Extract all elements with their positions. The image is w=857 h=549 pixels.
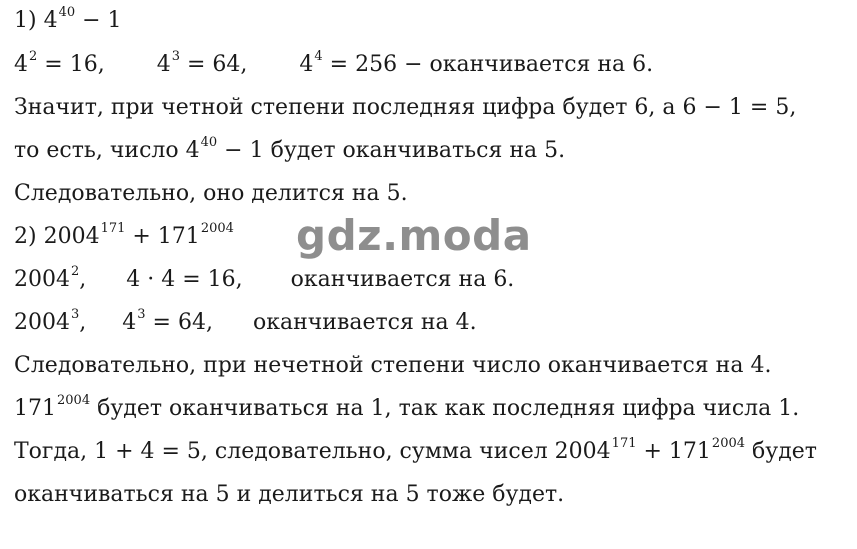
line-task-2-header	[14, 222, 234, 252]
exponent: 3	[171, 49, 180, 64]
exponent: 2	[29, 49, 38, 64]
line-odd-power-conclusion	[14, 351, 771, 381]
line-final-conclusion	[14, 480, 564, 510]
text-segment: 2) 2004	[14, 224, 100, 249]
exponent: 3	[71, 307, 80, 322]
text-segment: 4	[156, 52, 171, 77]
text-segment: + 171	[636, 439, 711, 464]
text-segment: 4	[299, 52, 314, 77]
text-segment: = 64,	[179, 52, 248, 77]
line-sum-conclusion	[14, 437, 817, 467]
text-segment: 4	[122, 310, 137, 335]
exponent: 171	[611, 436, 637, 451]
text-segment: Тогда, 1 + 4 = 5, следовательно, сумма чисел 2004	[14, 439, 611, 464]
exponent: 2004	[200, 221, 234, 236]
text-segment: оканчиваться на 5 и делиться на 5 тоже будет.	[14, 482, 565, 507]
text-segment: = 64,	[145, 310, 213, 335]
text-segment: = 16,	[37, 52, 105, 77]
text-segment: Следовательно, при нечетной степени число оканчивается на 4.	[14, 353, 772, 378]
text-segment: Значит, при четной степени последняя цифра будет 6, а 6 − 1 = 5,	[14, 95, 797, 120]
text-segment: будет оканчиваться на 1, так как последняя цифра числа 1.	[90, 396, 800, 421]
text-segment: 171	[14, 396, 56, 421]
text-segment: оканчивается на 4.	[252, 310, 477, 335]
line-171-power	[14, 394, 799, 424]
text-segment: − 1 будет оканчиваться на 5.	[217, 138, 566, 163]
line-task-1-header	[14, 6, 122, 36]
exponent: 2	[71, 264, 80, 279]
text-segment: 2004	[14, 267, 70, 292]
line-2004-squared	[14, 265, 514, 295]
watermark-logo: gdz.moda	[296, 211, 532, 260]
exponent: 3	[137, 307, 146, 322]
text-segment: = 256 − оканчивается на 6.	[322, 52, 654, 77]
text-segment: 4 · 4 = 16,	[126, 267, 243, 292]
text-segment: ,	[79, 310, 87, 335]
exponent: 2004	[711, 436, 746, 451]
exponent: 40	[58, 5, 76, 20]
exponent: 4	[314, 49, 323, 64]
text-segment: оканчивается на 6.	[290, 267, 515, 292]
text-segment: 1) 4	[14, 8, 58, 33]
text-segment: + 171	[125, 224, 200, 249]
exponent: 40	[200, 135, 218, 150]
text-segment: 4	[14, 52, 28, 77]
text-segment: Следовательно, оно делится на 5.	[14, 181, 408, 206]
text-segment: − 1	[75, 8, 122, 33]
line-even-power-conclusion	[14, 93, 796, 123]
line-divisible-by-five	[14, 179, 408, 209]
text-segment: 2004	[14, 310, 70, 335]
line-2004-cubed	[14, 308, 477, 338]
text-segment: ,	[79, 267, 87, 292]
text-segment: то есть, число 4	[14, 138, 200, 163]
line-number-ends-in-five	[14, 136, 565, 166]
line-powers-of-four	[14, 50, 653, 80]
exponent: 2004	[57, 393, 91, 408]
exponent: 171	[100, 221, 126, 236]
text-segment: будет	[745, 439, 817, 464]
